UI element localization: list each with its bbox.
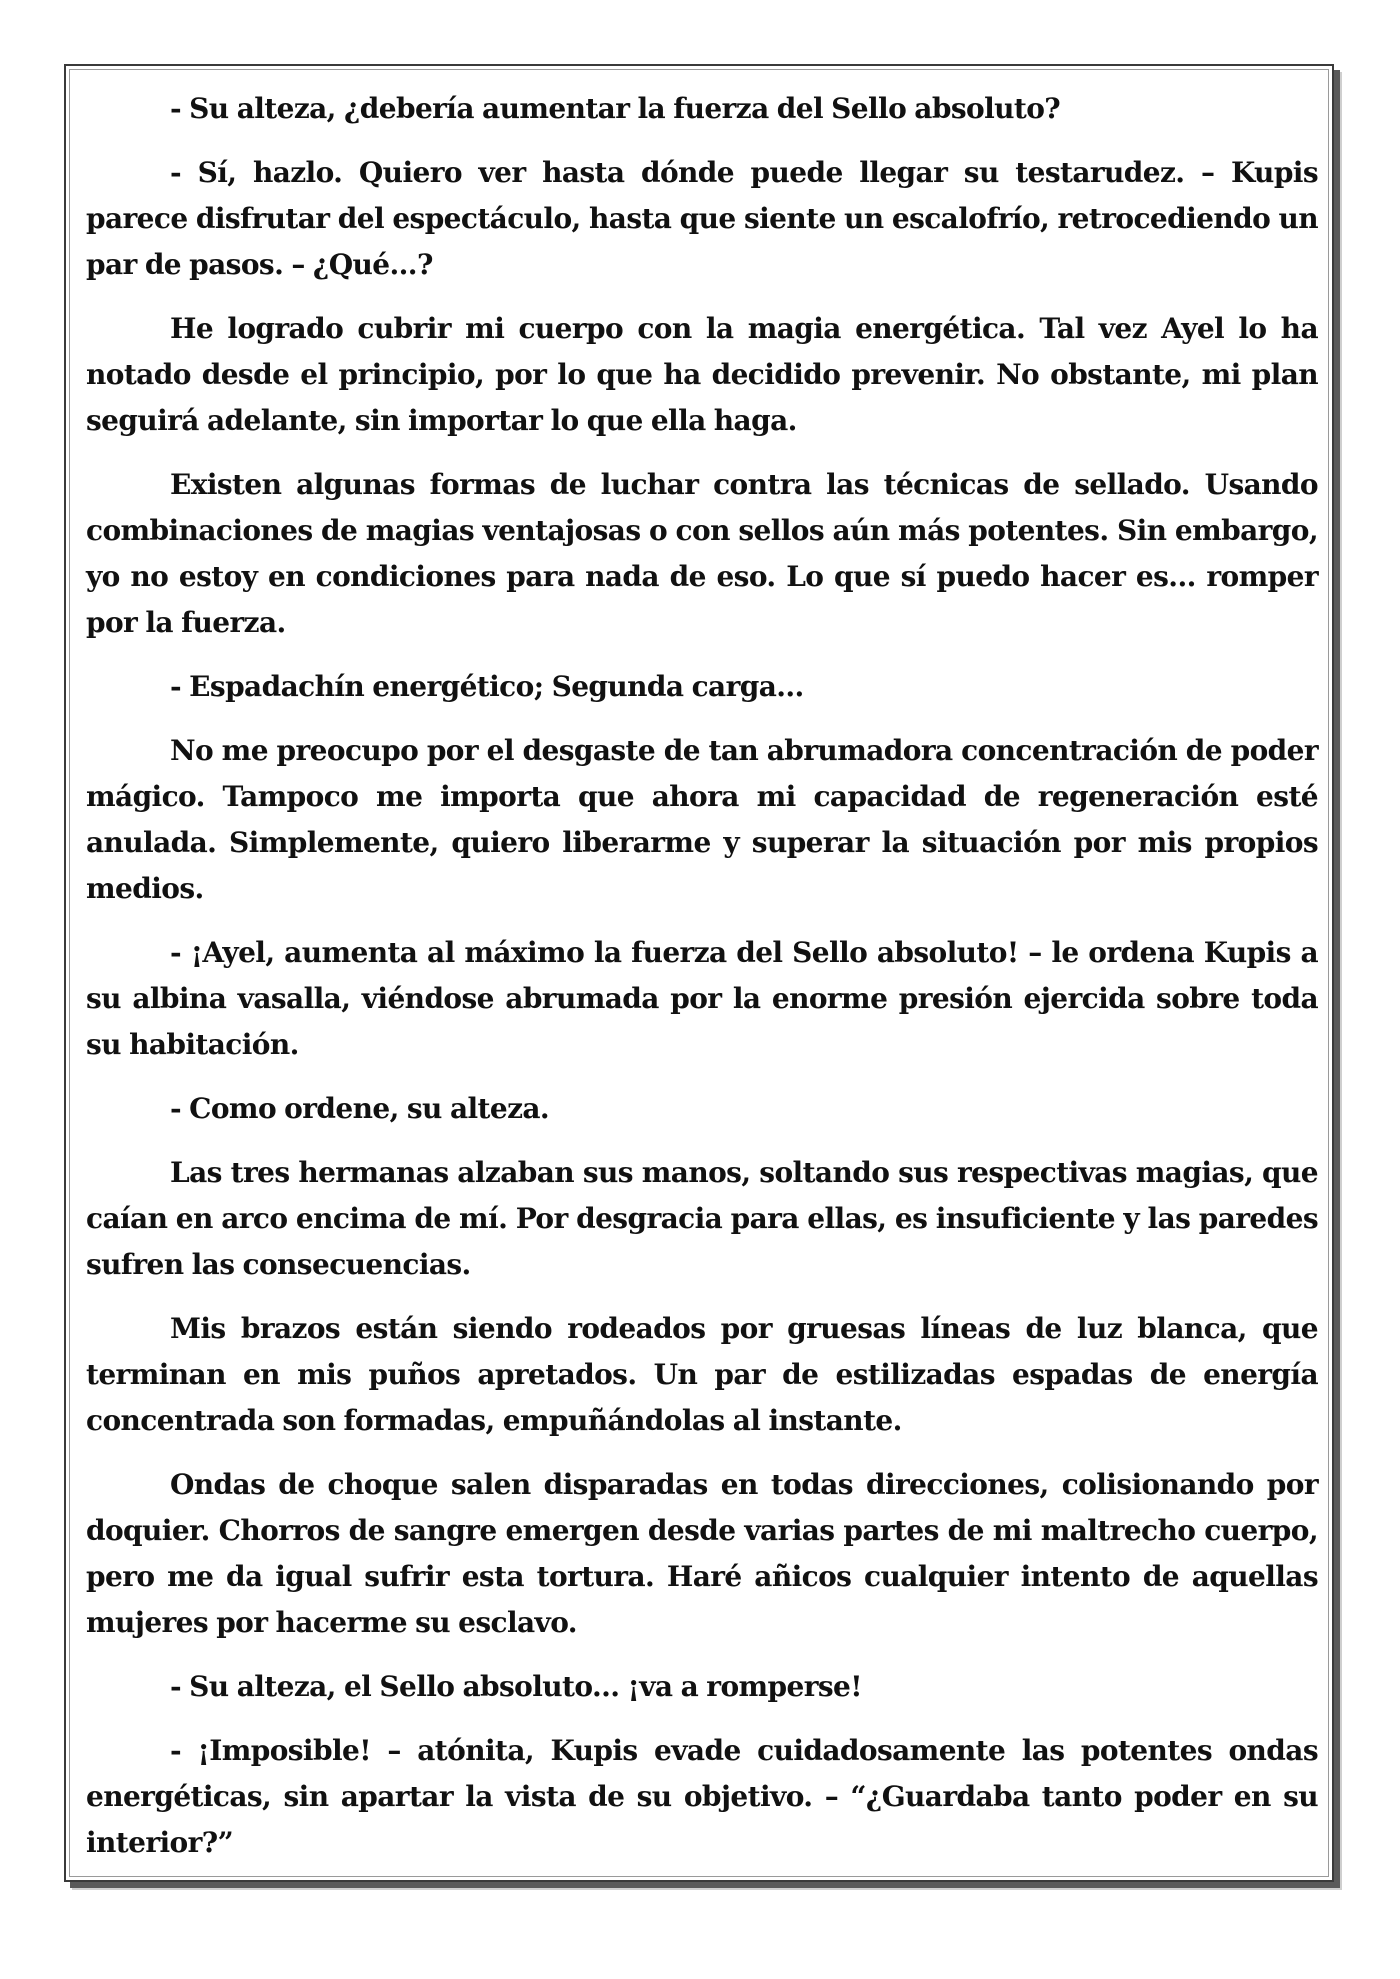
paragraph: No me preocupo por el desgaste de tan abrumadora concentración de poder mágico. Tampoco me importa que ahora mi capacidad de regeneración esté anulada. Simplemente, quiero liberarme y superar la situación por mis propios medios. [86, 734, 1318, 905]
paragraph: Las tres hermanas alzaban sus manos, soltando sus respectivas magias, que caían en arco encima de mí. Por desgracia para ellas, es insuficiente y las paredes sufren las consecuencias. [86, 1156, 1318, 1281]
paragraph: Ondas de choque salen disparadas en todas direcciones, colisionando por doquier. Chorros de sangre emergen desde varias partes de mi maltrecho cuerpo, pero me da igual sufrir esta tortura. Haré añicos cualquier intento de aquellas mujeres por hacerme su esclavo. [86, 1468, 1318, 1639]
paragraph: - Su alteza, el Sello absoluto... ¡va a romperse! [170, 1670, 862, 1703]
paragraph: He logrado cubrir mi cuerpo con la magia energética. Tal vez Ayel lo ha notado desde el principio, por lo que ha decidido prevenir. No obstante, mi plan seguirá adelante, sin importar lo que ella haga. [86, 312, 1318, 437]
page-frame [64, 64, 1334, 1882]
paragraph: Existen algunas formas de luchar contra las técnicas de sellado. Usando combinaciones de magias ventajosas o con sellos aún más potentes. Sin embargo, yo no estoy en condiciones para nada de eso. Lo que sí puedo hacer es... romper por la fuerza. [86, 468, 1318, 639]
paragraph: Mis brazos están siendo rodeados por gruesas líneas de luz blanca, que terminan en mis puños apretados. Un par de estilizadas espadas de energía concentrada son formadas, empuñándolas al instante. [86, 1312, 1318, 1437]
paragraph: - ¡Imposible! – atónita, Kupis evade cuidadosamente las potentes ondas energéticas, sin apartar la vista de su objetivo. – “¿Guardaba tanto poder en su interior?” [86, 1734, 1318, 1859]
paragraph: - Como ordene, su alteza. [170, 1092, 550, 1125]
paragraph: - Sí, hazlo. Quiero ver hasta dónde puede llegar su testarudez. – Kupis parece disfrutar del espectáculo, hasta que siente un escalofrío, retrocediendo un par de pasos. – ¿Qué...? [86, 156, 1318, 281]
paragraph: - Espadachín energético; Segunda carga... [170, 670, 804, 703]
paragraph: - ¡Ayel, aumenta al máximo la fuerza del Sello absoluto! – le ordena Kupis a su albina vasalla, viéndose abrumada por la enorme presión ejercida sobre toda su habitación. [86, 936, 1318, 1061]
document-body [86, 86, 1318, 1884]
paragraph: - Su alteza, ¿debería aumentar la fuerza del Sello absoluto? [170, 92, 1061, 125]
